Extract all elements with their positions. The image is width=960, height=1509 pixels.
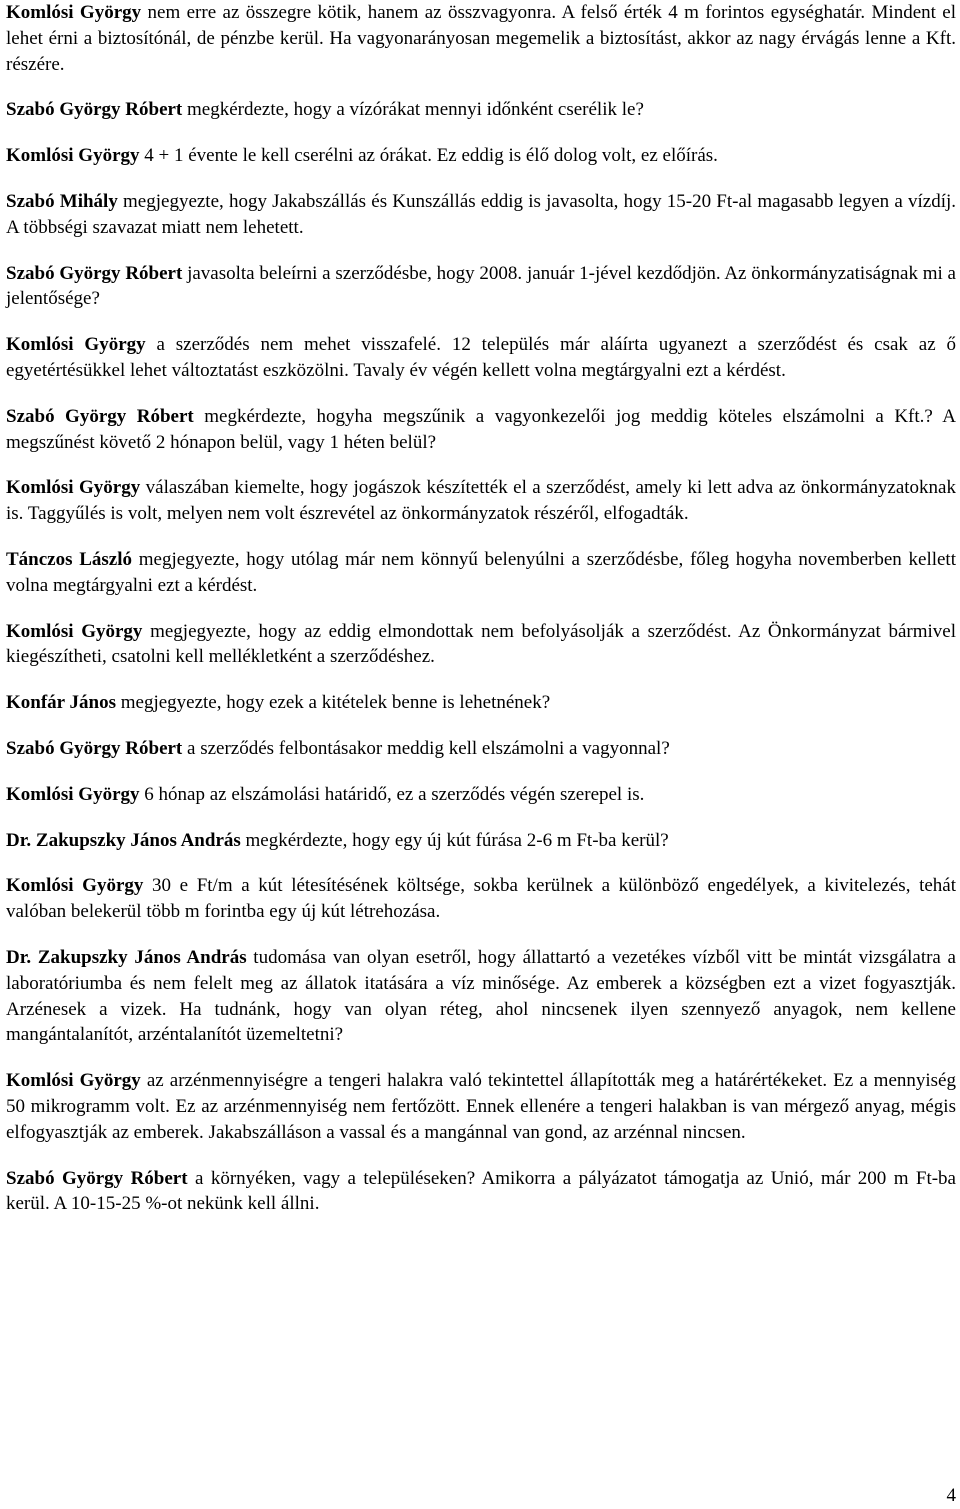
paragraph — [6, 690, 956, 716]
speaker-name: Komlósi György — [6, 334, 146, 356]
paragraph — [6, 97, 956, 123]
paragraph-text: megjegyezte, hogy ezek a kitételek benne is lehetnének? — [115, 692, 551, 714]
speaker-name: Szabó György Róbert — [6, 737, 183, 759]
document-body — [6, 0, 956, 1217]
speaker-name: Tánczos László — [6, 548, 133, 570]
paragraph — [6, 828, 956, 854]
paragraph-text: megkérdezte, hogy a vízórákat mennyi időnként cserélik le? — [182, 99, 644, 121]
speaker-name: Szabó György Róbert — [6, 1167, 188, 1189]
paragraph — [6, 945, 956, 1048]
speaker-name: Komlósi György — [6, 1070, 141, 1092]
speaker-name: Komlósi György — [6, 145, 140, 167]
speaker-name: Komlósi György — [6, 875, 144, 897]
paragraph-text: a környéken, vagy a településeken? Amikorra a pályázatot támogatja az Unió, már 200 m Ft-ba kerül. A 10-15-25 %-ot nekünk kell állni. — [6, 1167, 956, 1215]
paragraph-text: javasolta beleírni a szerződésbe, hogy 2008. január 1-jével kezdődjön. Az önkormányzatiságnak mi a jelentősége? — [6, 262, 956, 310]
paragraph — [6, 261, 956, 313]
paragraph — [6, 475, 956, 527]
speaker-name: Szabó György Róbert — [6, 405, 194, 427]
paragraph — [6, 0, 956, 77]
speaker-name: Dr. Zakupszky János András — [6, 946, 247, 968]
paragraph — [6, 404, 956, 456]
paragraph-text: 30 e Ft/m a kút létesítésének költsége, sokba kerülnek a különböző engedélyek, a kivitelezés, tehát valóban belekerül több m forintba egy új kút létrehozása. — [6, 875, 956, 923]
paragraph-text: nem erre az összegre kötik, hanem az összvagyonra. A felső érték 4 m forintos egységhatár. Mindent el lehet érni a biztosítónál, de pénzbe kerül. Ha vagyonarányosan megemelik a biztosítást, akkor az nagy érvágás lenne a Kft. részére. — [6, 2, 956, 75]
paragraph — [6, 547, 956, 599]
paragraph-text: megkérdezte, hogy egy új kút fúrása 2-6 m Ft-ba kerül? — [240, 829, 669, 851]
speaker-name: Szabó György Róbert — [6, 262, 183, 284]
paragraph — [6, 189, 956, 241]
speaker-name: Komlósi György — [6, 783, 140, 805]
paragraph-text: a szerződés felbontásakor meddig kell elszámolni a vagyonnal? — [182, 737, 670, 759]
paragraph — [6, 736, 956, 762]
paragraph — [6, 143, 956, 169]
paragraph-text: tudomása van olyan esetről, hogy állattartó a vezetékes vízből vitt be mintát vizsgálatra a laboratóriumba és nem felelt meg az állatok itatására a víz minősége. Az emberek a községben ezt a vizet fogyasztják. Arzénesek a vizek. Ha tudnánk, hogy van olyan réteg, ahol nincsenek ilyen szennyező anyagok, nem kellene mangántalanítót, arzéntalanítót üzemeltetni? — [6, 946, 956, 1046]
paragraph-text: 4 + 1 évente le kell cserélni az órákat. Ez eddig is élő dolog volt, ez előírás. — [139, 145, 718, 167]
paragraph-text: a szerződés nem mehet visszafelé. 12 település már aláírta ugyanezt a szerződést és csak az ő egyetértésükkel lehet változtatást eszközölni. Tavaly év végén kellett volna megtárgyalni ezt a kérdést. — [6, 334, 956, 381]
paragraph-text: 6 hónap az elszámolási határidő, ez a szerződés végén szerepel is. — [139, 783, 645, 805]
paragraph — [6, 873, 956, 925]
paragraph-text: megjegyezte, hogy Jakabszállás és Kunszállás eddig is javasolta, hogy 15-20 Ft-al magasabb legyen a vízdíj. A többségi szavazat miatt nem lehetett. — [6, 190, 957, 238]
speaker-name: Szabó Mihály — [6, 190, 118, 212]
page-number: 4 — [946, 1485, 956, 1506]
speaker-name: Dr. Zakupszky János András — [6, 829, 241, 851]
paragraph-text: az arzénmennyiségre a tengeri halakra való tekintettel állapították meg a határértékeket. Ez a mennyiség 50 mikrogramm volt. Ez az arzénmennyiség nem fertőzött. Ennek ellenére a tengeri halakban is van mérgező anyag, mégis elfogyasztják az emberek. Jakabszálláson a vassal és a mangánnal van gond, az arzénnal nincsen. — [6, 1070, 956, 1143]
paragraph — [6, 619, 956, 671]
speaker-name: Szabó György Róbert — [6, 99, 183, 121]
paragraph — [6, 1068, 956, 1145]
paragraph — [6, 332, 956, 384]
paragraph-text: megkérdezte, hogyha megszűnik a vagyonkezelői jog meddig köteles elszámolni a Kft.? A megszűnést követő 2 hónapon belül, vagy 1 héten belül? — [6, 405, 956, 453]
paragraph — [6, 782, 956, 808]
speaker-name: Komlósi György — [6, 477, 141, 499]
speaker-name: Konfár János — [6, 692, 116, 714]
paragraph-text: megjegyezte, hogy az eddig elmondottak nem befolyásolják a szerződést. Az Önkormányzat bármivel kiegészítheti, csatolni kell mellékletként a szerződéshez. — [6, 620, 957, 668]
paragraph — [6, 1166, 956, 1218]
speaker-name: Komlósi György — [6, 620, 143, 642]
speaker-name: Komlósi György — [6, 2, 142, 23]
paragraph-text: megjegyezte, hogy utólag már nem könnyű belenyúlni a szerződésbe, főleg hogyha novemberben kellett volna megtárgyalni ezt a kérdést. — [6, 548, 956, 596]
paragraph-text: válaszában kiemelte, hogy jogászok készítették el a szerződést, amely ki lett adva az önkormányzatoknak is. Taggyűlés is volt, melyen nem volt észrevétel az önkormányzatok részéről, elfogadták. — [6, 477, 956, 525]
